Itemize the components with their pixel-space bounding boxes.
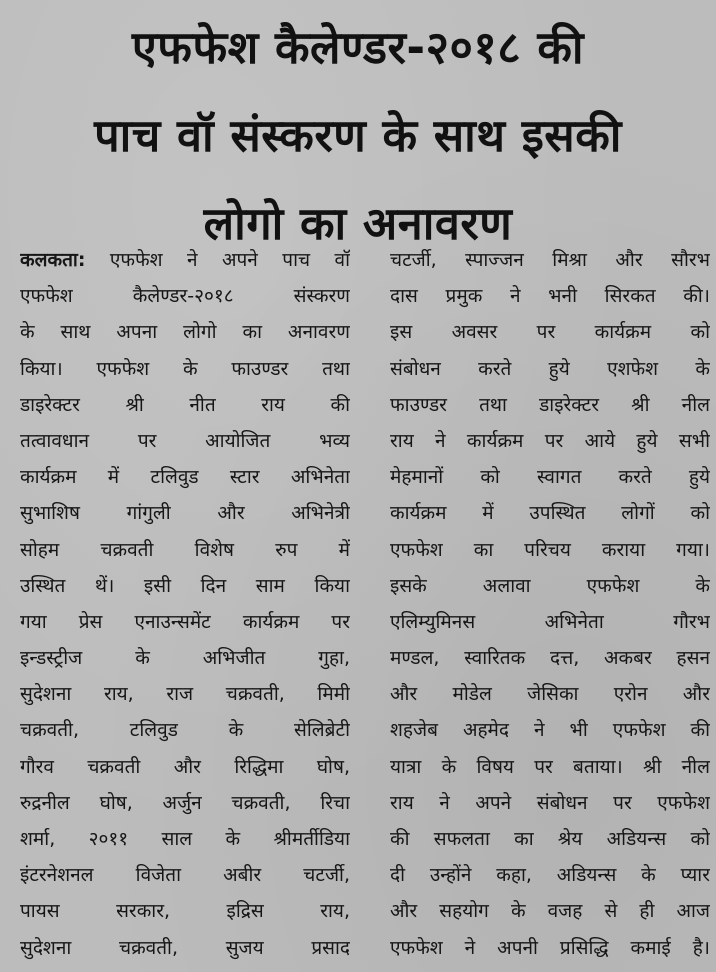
article-line: यात्रा के विषय पर बताया। श्री नील (390, 755, 710, 778)
article-line: सुभाशिष गांगुली और अभिनेत्री (20, 502, 350, 525)
article-line: इंटरनेशनल विजेता अबीर चटर्जी, (20, 864, 350, 887)
article-line: दास प्रमुक ने भनी सिरकत की। (390, 285, 710, 308)
article-line: किया। एफफेश के फाउण्डर तथा (20, 357, 350, 380)
article-column-left (20, 242, 350, 966)
article-line: फाउण्डर तथा डाइरेक्टर श्री नील (390, 393, 710, 416)
article-line: रुद्रनील घोष, अर्जुन चक्रवती, रिचा (20, 791, 350, 814)
article-line: एफफेश कैलेण्डर-२०१८ संस्करण (20, 285, 350, 308)
article-line: मण्डल, स्वारितक दत्त, अकबर हसन (390, 647, 710, 670)
article-line: गया प्रेस एनाउन्समेंट कार्यक्रम पर (20, 610, 350, 633)
article-line: चक्रवती, टलिवुड के सेलिब्रेटी (20, 719, 350, 742)
article-line: मेहमानों को स्वागत करते हुये (390, 466, 710, 489)
article-line: कार्यक्रम में उपस्थित लोगों को (390, 502, 710, 525)
article-line: एफफेश ने अपनी प्रसिद्धि कमाई है। (390, 936, 710, 959)
article-line: शहजेब अहमेद ने भी एफफेश की (390, 719, 710, 742)
article-line (20, 242, 350, 278)
article-line: डाइरेक्टर श्री नीत राय की (20, 393, 350, 416)
article-line: राय ने कार्यक्रम पर आये हुये सभी (390, 429, 710, 452)
article-line: सुदेशना चक्रवती, सुजय प्रसाद (20, 936, 350, 959)
article-line: कार्यक्रम में टलिवुड स्टार अभिनेता (20, 466, 350, 489)
article-line: गौरव चक्रवती और रिद्धिमा घोष, (20, 755, 350, 778)
article-line: दी उन्होंने कहा, अडियन्स के प्यार (390, 864, 710, 887)
article-line: इन्डस्ट्रीज के अभिजीत गुहा, (20, 647, 350, 670)
article-line: के साथ अपना लोगो का अनावरण (20, 321, 350, 344)
article-line: एफफेश का परिचय कराया गया। (390, 538, 710, 561)
article-line: उस्थित थें। इसी दिन साम किया (20, 574, 350, 597)
article-line: सोहम चक्रवती विशेष रुप में (20, 538, 350, 561)
article-line: संबोधन करते हुये एशफेश के (390, 357, 710, 380)
article-line: इसके अलावा एफफेश के (390, 574, 710, 597)
article-line: तत्वावधान पर आयोजित भव्य (20, 429, 350, 452)
article-line: शर्मा, २०११ साल के श्रीमर्तीडिया (20, 828, 350, 850)
article-line: एलिम्युमिनस अभिनेता गौरभ (390, 610, 710, 633)
article-line: पायस सरकार, इद्रिस राय, (20, 900, 350, 923)
headline-line-1: एफफेश कैलेण्डर-२०१८ की (131, 21, 585, 74)
article-line: चटर्जी, स्पाज्जन मिश्रा और सौरभ (390, 249, 710, 271)
article-line: और सहयोग के वजह से ही आज (390, 900, 710, 923)
dateline: कलकता: (20, 249, 86, 271)
article-line: इस अवसर पर कार्यक्रम को (390, 321, 710, 344)
headline-line-2: पाच वॉ संस्करण के साथ इसकी (94, 109, 622, 162)
article-body (20, 242, 710, 966)
article-line: राय ने अपने संबोधन पर एफफेश (390, 791, 710, 814)
article-column-right (390, 242, 710, 966)
article-line: और मोडेल जेसिका एरोन और (390, 683, 710, 706)
headline (0, 4, 716, 268)
article-line-text: एफफेश ने अपने पाच वॉ (109, 249, 350, 271)
headline-line-3: लोगो का अनावरण (203, 197, 513, 250)
article-line: सुदेशना राय, राज चक्रवती, मिमी (20, 683, 350, 706)
article-line: की सफलता का श्रेय अडियन्स को (390, 828, 710, 850)
